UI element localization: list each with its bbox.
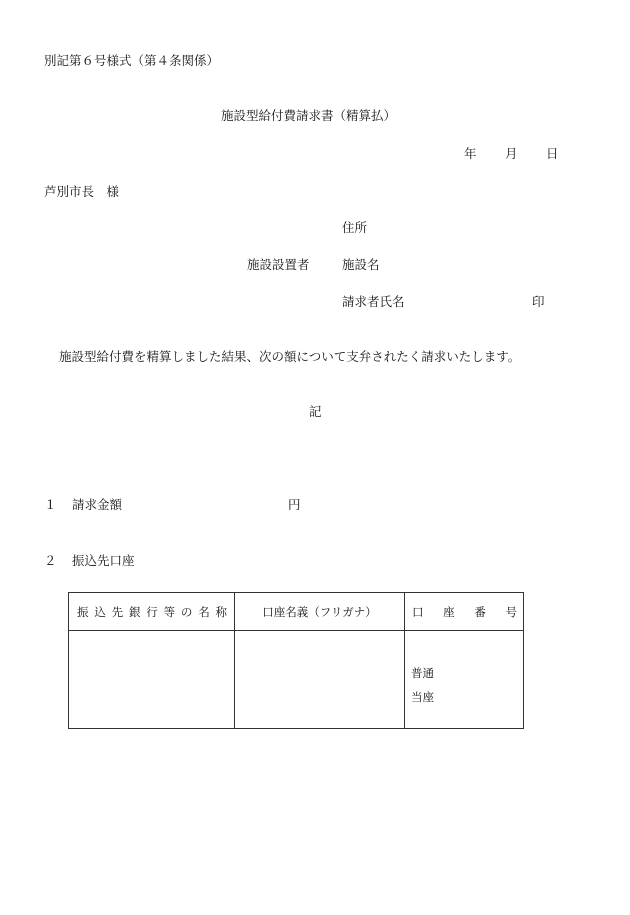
date-day: 日 xyxy=(546,146,559,161)
body-text: 施設型給付費を精算しました結果、次の額について支弁されたく請求いたします。 xyxy=(59,349,521,364)
item2-label: 振込先口座 xyxy=(72,553,135,568)
bank-header-char: 銀 xyxy=(128,604,141,619)
bank-header-char: の xyxy=(180,604,193,619)
bank-header-char: 振 xyxy=(77,604,89,619)
applicant-role-label: 施設設置者 xyxy=(247,257,310,272)
account-number-header-char: 号 xyxy=(505,604,517,619)
account-name-header-label: 口座名義（フリガナ） xyxy=(262,604,377,619)
item1-number: １ xyxy=(44,497,57,512)
addressee: 芦別市長 様 xyxy=(44,184,120,199)
bank-account-table xyxy=(68,592,524,729)
bank-header-char: 先 xyxy=(111,604,124,619)
item1-label: 請求金額 xyxy=(72,497,123,512)
account-type-ordinary: 普通 xyxy=(411,666,434,680)
account-name-header xyxy=(235,593,405,631)
bank-header-char: 等 xyxy=(163,604,176,619)
date-month: 月 xyxy=(505,146,518,161)
facility-name-label: 施設名 xyxy=(342,257,380,272)
account-number-header-char: 口 xyxy=(412,604,424,619)
document-title: 施設型給付費請求書（精算払） xyxy=(221,108,397,123)
item2-number: ２ xyxy=(44,553,57,568)
account-name-cell[interactable] xyxy=(235,631,405,729)
account-type-current: 当座 xyxy=(411,690,434,704)
account-number-cell[interactable] xyxy=(405,631,524,729)
account-number-header-char: 座 xyxy=(443,604,455,619)
address-label: 住所 xyxy=(342,220,368,235)
requester-name-label: 請求者氏名 xyxy=(342,294,405,309)
bank-name-cell[interactable] xyxy=(69,631,235,729)
bank-name-header xyxy=(69,593,235,631)
item1-unit: 円 xyxy=(288,497,301,512)
account-number-header-char: 番 xyxy=(474,604,486,619)
seal-mark: 印 xyxy=(532,294,545,309)
date-year: 年 xyxy=(464,146,477,161)
ki-heading: 記 xyxy=(309,404,322,419)
bank-header-char: 込 xyxy=(94,604,106,619)
form-number: 別記第６号様式（第４条関係） xyxy=(44,53,220,68)
bank-header-char: 名 xyxy=(198,604,210,619)
bank-header-char: 称 xyxy=(215,604,227,619)
bank-header-char: 行 xyxy=(146,604,158,619)
account-number-header xyxy=(405,593,524,631)
